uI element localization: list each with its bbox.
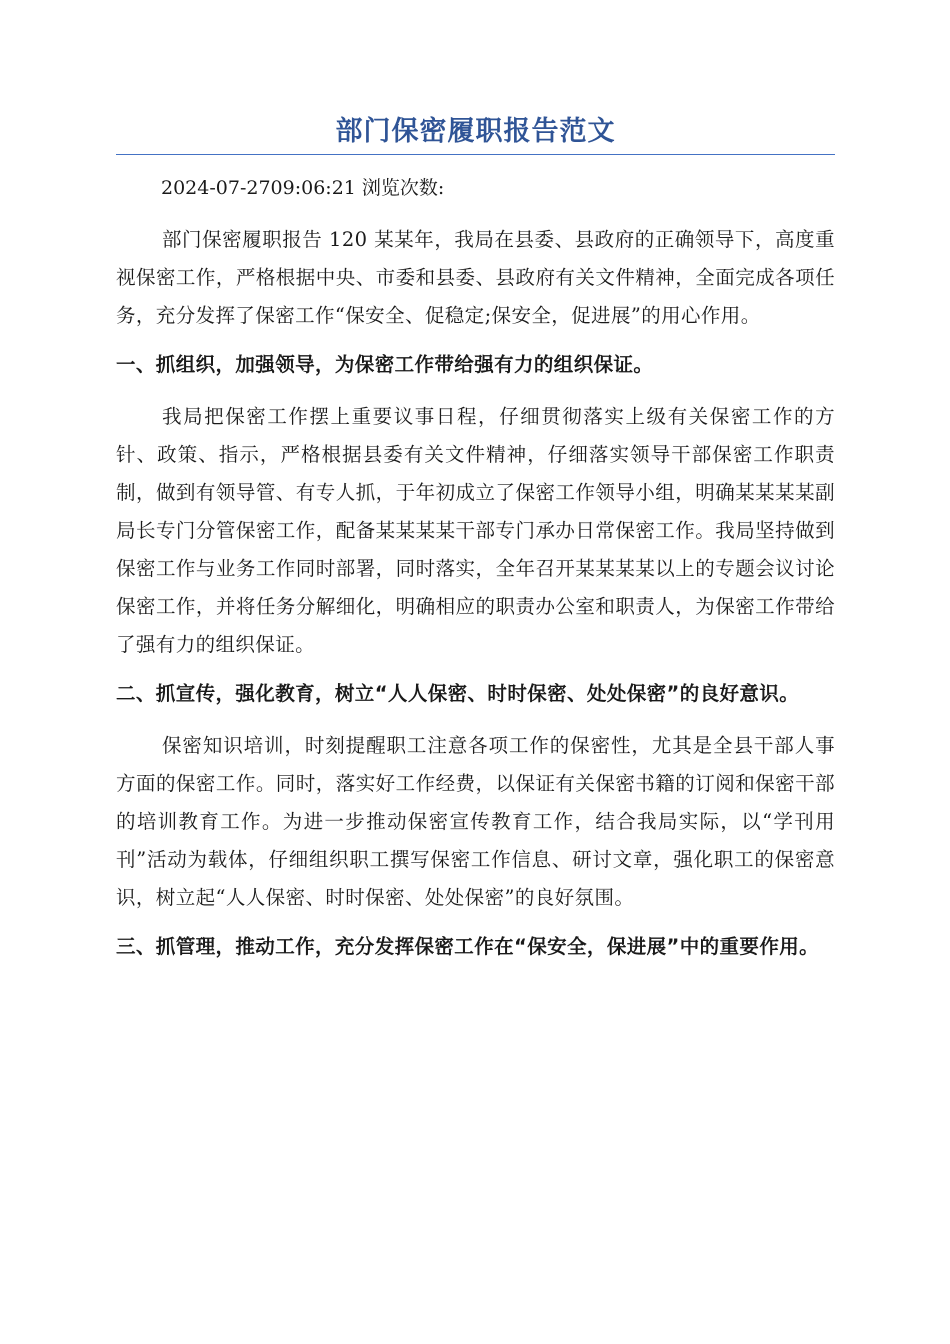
publish-meta: 2024-07-2709:06:21 浏览次数:: [161, 177, 445, 199]
section-1-heading: 一、抓组织，加强领导，为保密工作带给强有力的组织保证。: [116, 353, 654, 376]
document-title: 部门保密履职报告范文: [335, 116, 616, 147]
section-2-body: 保密知识培训，时刻提醒职工注意各项工作的保密性，尤其是全县干部人事方面的保密工作。同时，落实好工作经费，以保证有关保密书籍的订阅和保密干部的培训教育工作。为进一步推动保密宣传教育工作，结合我局实际，以“学刊用刊”活动为载体，仔细组织职工撰写保密工作信息、研讨文章，强化职工的保密意识，树立起“人人保密、时时保密、处处保密”的良好氛围。: [116, 734, 835, 909]
section-2-heading: 二、抓宣传，强化教育，树立“人人保密、时时保密、处处保密”的良好意识。: [116, 682, 800, 705]
intro-paragraph: 部门保密履职报告 120 某某年，我局在县委、县政府的正确领导下，高度重视保密工作，严格根据中央、市委和县委、县政府有关文件精神，全面完成各项任务，充分发挥了保密工作“保安全、促稳定;保安全，促进展”的用心作用。: [116, 228, 835, 327]
document-page: [116, 110, 835, 980]
section-1-body: 我局把保密工作摆上重要议事日程，仔细贯彻落实上级有关保密工作的方针、政策、指示，严格根据县委有关文件精神，仔细落实领导干部保密工作职责制，做到有领导管、有专人抓，于年初成立了保密工作领导小组，明确某某某某副局长专门分管保密工作，配备某某某某干部专门承办日常保密工作。我局坚持做到保密工作与业务工作同时部署，同时落实，全年召开某某某某以上的专题会议讨论保密工作，并将任务分解细化，明确相应的职责办公室和职责人，为保密工作带给了强有力的组织保证。: [116, 405, 835, 656]
section-3-heading: 三、抓管理，推动工作，充分发挥保密工作在“保安全，保进展”中的重要作用。: [116, 935, 820, 958]
title-underline: [116, 154, 835, 155]
